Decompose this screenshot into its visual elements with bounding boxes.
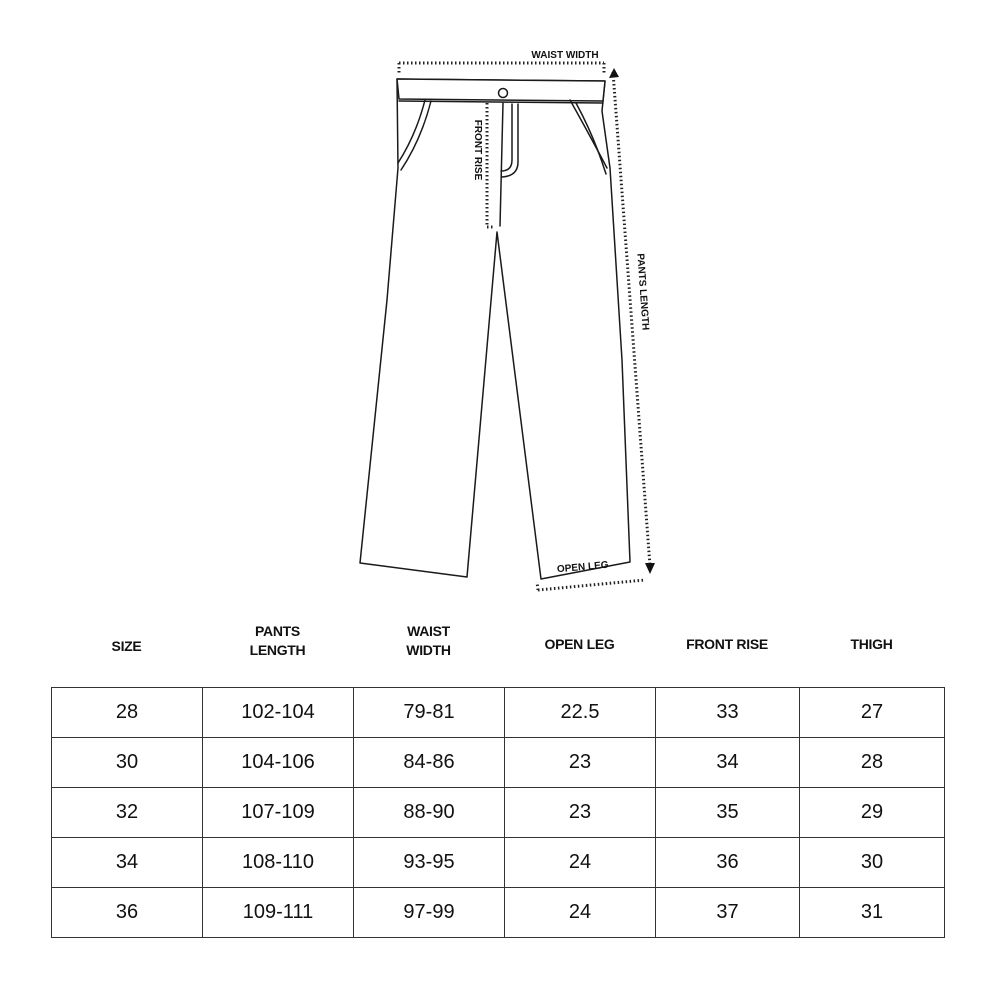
size-table	[51, 687, 945, 938]
header-waist-width	[353, 622, 504, 660]
table-row	[52, 688, 945, 738]
header-size-text: SIZE	[111, 638, 142, 654]
header-thigh	[799, 635, 944, 654]
cell-thigh: 30	[800, 838, 945, 888]
pants-length-label: PANTS LENGTH	[634, 253, 651, 331]
header-pants-length-line2: LENGTH	[249, 642, 306, 658]
cell-waist-width: 97-99	[354, 888, 505, 938]
header-pants-length-line1: PANTS	[255, 623, 300, 639]
cell-front-rise: 35	[656, 788, 800, 838]
cell-size: 36	[52, 888, 203, 938]
header-front-rise-text: FRONT RISE	[686, 636, 768, 652]
cell-thigh: 27	[800, 688, 945, 738]
cell-thigh: 29	[800, 788, 945, 838]
arrow-up-icon	[609, 68, 619, 78]
cell-size: 34	[52, 838, 203, 888]
cell-waist-width: 84-86	[354, 738, 505, 788]
cell-open-leg: 23	[505, 738, 656, 788]
front-rise-label: FRONT RISE	[472, 119, 483, 181]
cell-open-leg: 22.5	[505, 688, 656, 738]
cell-pants-length: 108-110	[203, 838, 354, 888]
cell-pants-length: 102-104	[203, 688, 354, 738]
header-size	[51, 637, 202, 656]
cell-open-leg: 24	[505, 888, 656, 938]
cell-front-rise: 33	[656, 688, 800, 738]
header-waist-width-line2: WIDTH	[406, 642, 451, 658]
table-row	[52, 838, 945, 888]
arrow-down-icon	[645, 563, 655, 574]
waist-width-measure-line	[399, 63, 604, 74]
cell-open-leg: 24	[505, 838, 656, 888]
header-open-leg	[504, 635, 655, 654]
cell-waist-width: 88-90	[354, 788, 505, 838]
cell-waist-width: 79-81	[354, 688, 505, 738]
cell-front-rise: 37	[656, 888, 800, 938]
pants-outline	[360, 79, 630, 579]
cell-waist-width: 93-95	[354, 838, 505, 888]
open-leg-label: OPEN LEG	[556, 559, 610, 576]
cell-pants-length: 104-106	[203, 738, 354, 788]
table-row	[52, 738, 945, 788]
cell-thigh: 28	[800, 738, 945, 788]
cell-front-rise: 36	[656, 838, 800, 888]
header-front-rise	[655, 635, 799, 654]
waist-width-label: WAIST WIDTH	[531, 50, 599, 61]
cell-size: 30	[52, 738, 203, 788]
cell-front-rise: 34	[656, 738, 800, 788]
cell-open-leg: 23	[505, 788, 656, 838]
cell-pants-length: 107-109	[203, 788, 354, 838]
table-row	[52, 888, 945, 938]
table-row	[52, 788, 945, 838]
header-waist-width-line1: WAIST	[407, 623, 450, 639]
open-leg-measure-line	[537, 580, 645, 590]
header-pants-length	[202, 622, 353, 660]
header-thigh-text: THIGH	[850, 636, 893, 652]
cell-size: 28	[52, 688, 203, 738]
cell-size: 32	[52, 788, 203, 838]
cell-thigh: 31	[800, 888, 945, 938]
cell-pants-length: 109-111	[203, 888, 354, 938]
button-icon	[499, 89, 508, 98]
header-open-leg-text: OPEN LEG	[544, 636, 615, 652]
